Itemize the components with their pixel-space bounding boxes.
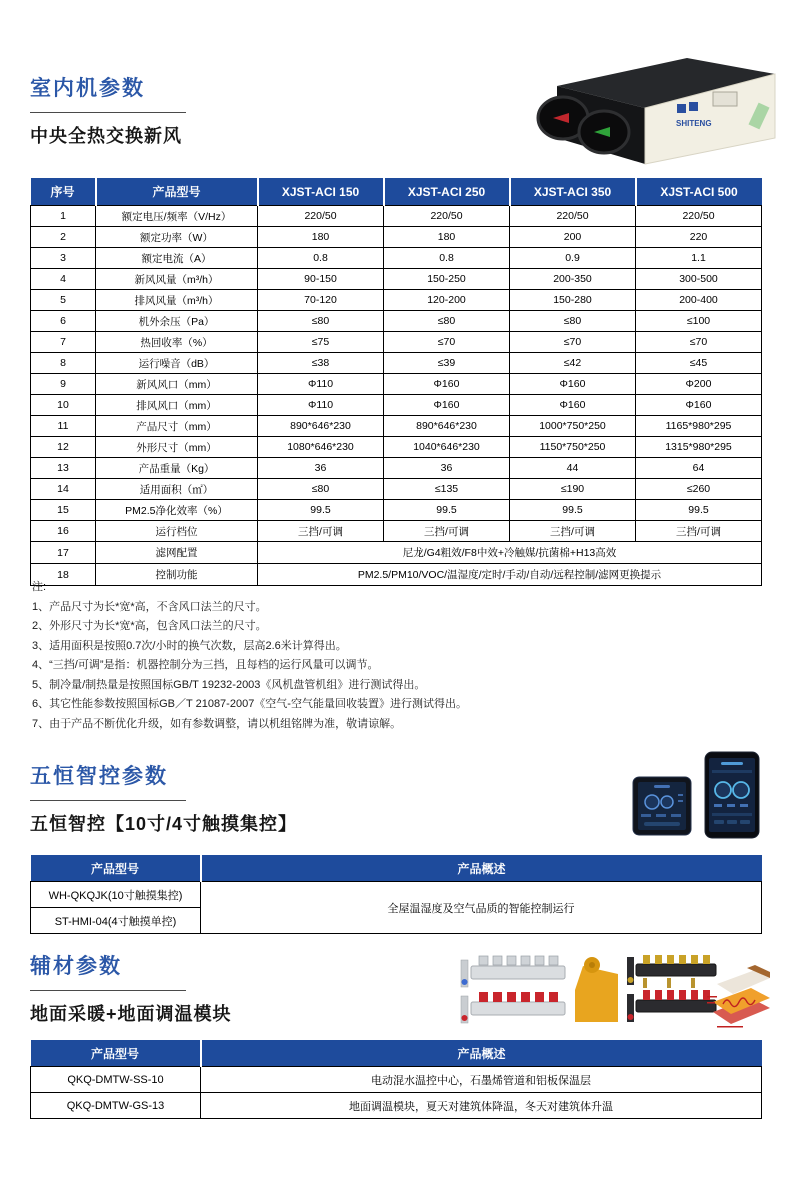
spec-value-cell: 1040*646*230 <box>384 437 510 458</box>
section2-title: 五恒智控参数 <box>30 765 168 788</box>
spec-value-cell: 180 <box>384 227 510 248</box>
steel-manifold-image <box>461 956 565 1023</box>
spec-value-cell: 150-280 <box>510 290 636 311</box>
table-row <box>31 882 762 908</box>
spec-value-cell: 200 <box>510 227 636 248</box>
table-row <box>31 227 762 248</box>
spec-value-cell: 1150*750*250 <box>510 437 636 458</box>
table-row <box>31 248 762 269</box>
spec-value-cell: 0.8 <box>384 248 510 269</box>
spec-label-cell: 外形尺寸（mm） <box>96 437 258 458</box>
table-row <box>31 542 762 564</box>
spec-value-cell: 200-350 <box>510 269 636 290</box>
column-header: 产品型号 <box>96 178 258 206</box>
row-number-cell: 5 <box>31 290 96 311</box>
row-number-cell: 16 <box>31 521 96 542</box>
spec-label-cell: 排风风量（m³/h） <box>96 290 258 311</box>
spec-label-cell: 机外余压（Pa） <box>96 311 258 332</box>
row-number-cell: 3 <box>31 248 96 269</box>
note-line: 5、制冷量/制热量是按照国标GB/T 19232-2003《风机盘管机组》进行测试得出。 <box>32 678 426 691</box>
table-row <box>31 500 762 521</box>
table-row <box>31 269 762 290</box>
model-cell: QKQ-DMTW-GS-13 <box>31 1093 201 1119</box>
hrv-logo-mark2 <box>689 102 698 111</box>
spec-value-cell: ≤80 <box>258 311 384 332</box>
table-row <box>31 479 762 500</box>
spec-value-cell: Φ110 <box>258 374 384 395</box>
column-header: 序号 <box>31 178 96 206</box>
smart-control-table <box>30 855 762 934</box>
table-row <box>31 395 762 416</box>
spec-value-cell: 220/50 <box>510 206 636 227</box>
spec-label-cell: 产品尺寸（mm） <box>96 416 258 437</box>
spec-value-cell: 36 <box>384 458 510 479</box>
model-cell: ST-HMI-04(4寸触摸单控) <box>31 908 201 934</box>
row-number-cell: 9 <box>31 374 96 395</box>
spec-label-cell: 运行档位 <box>96 521 258 542</box>
spec-value-cell: 64 <box>636 458 762 479</box>
table-row <box>31 437 762 458</box>
spec-value-cell: 70-120 <box>258 290 384 311</box>
title-underline <box>30 800 186 801</box>
table-row <box>31 1093 762 1119</box>
overview-cell: 全屋温湿度及空气品质的智能控制运行 <box>201 882 762 934</box>
spec-value-cell: 220/50 <box>384 206 510 227</box>
spec-value-cell: ≤260 <box>636 479 762 500</box>
spec-value-cell: ≤42 <box>510 353 636 374</box>
spec-value-cell: 三挡/可调 <box>258 521 384 542</box>
spec-value-cell: 99.5 <box>384 500 510 521</box>
column-header: XJST-ACI 250 <box>384 178 510 206</box>
spec-label-cell: 排风风口（mm） <box>96 395 258 416</box>
spec-value-cell: ≤39 <box>384 353 510 374</box>
spec-value-cell: 220 <box>636 227 762 248</box>
row-number-cell: 4 <box>31 269 96 290</box>
spec-value-cell: ≤135 <box>384 479 510 500</box>
spec-value-cell: 1165*980*295 <box>636 416 762 437</box>
spec-value-cell: ≤100 <box>636 311 762 332</box>
table-row <box>31 311 762 332</box>
spec-label-cell: 新风风量（m³/h） <box>96 269 258 290</box>
spec-value-cell: Φ160 <box>510 395 636 416</box>
spec-label-cell: 适用面积（㎡） <box>96 479 258 500</box>
spec-value-cell: 1000*750*250 <box>510 416 636 437</box>
spec-value-cell: ≤80 <box>510 311 636 332</box>
spec-value-cell: 99.5 <box>258 500 384 521</box>
accessory-table <box>30 1040 762 1119</box>
spec-value-cell: ≤70 <box>636 332 762 353</box>
touch-panel-10in-image <box>705 752 759 838</box>
spec-value-cell: 1.1 <box>636 248 762 269</box>
spec-label-cell: 产品重量（Kg） <box>96 458 258 479</box>
table-row <box>31 416 762 437</box>
row-number-cell: 1 <box>31 206 96 227</box>
spec-label-cell: 控制功能 <box>96 564 258 586</box>
spec-value-cell: Φ160 <box>384 395 510 416</box>
column-header: 产品概述 <box>201 1040 762 1067</box>
table-row <box>31 206 762 227</box>
overview-cell: 地面调温模块，夏天对建筑体降温，冬天对建筑体升温 <box>201 1093 762 1119</box>
table-row <box>31 353 762 374</box>
spec-value-cell: Φ110 <box>258 395 384 416</box>
spec-value-cell: 99.5 <box>510 500 636 521</box>
hrv-brand-text: SHITENG <box>676 119 712 128</box>
indoor-unit-spec-table <box>30 178 762 586</box>
spec-value-cell: 36 <box>258 458 384 479</box>
spec-value-cell: ≤190 <box>510 479 636 500</box>
spec-value-cell: ≤38 <box>258 353 384 374</box>
section1-header <box>30 72 186 148</box>
note-line: 3、适用面积是按照0.7次/小时的换气次数，层高2.6米计算得出。 <box>32 639 347 652</box>
row-number-cell: 13 <box>31 458 96 479</box>
spec-value-cell: Φ160 <box>510 374 636 395</box>
title-underline <box>30 990 186 991</box>
column-header: 产品概述 <box>201 855 762 882</box>
spec-label-cell: 额定电压/频率（V/Hz） <box>96 206 258 227</box>
spec-value-cell: 99.5 <box>636 500 762 521</box>
spec-value-cell: 44 <box>510 458 636 479</box>
note-line: 1、产品尺寸为长*宽*高，不含风口法兰的尺寸。 <box>32 600 267 613</box>
spec-value-cell: ≤80 <box>384 311 510 332</box>
spec-value-cell: 150-250 <box>384 269 510 290</box>
section1-subtitle: 中央全热交换新风 <box>30 126 182 146</box>
overview-cell: 电动混水温控中心，石墨烯管道和铝板保温层 <box>201 1067 762 1093</box>
spec-value-cell: 300-500 <box>636 269 762 290</box>
header-row <box>31 178 762 206</box>
row-number-cell: 15 <box>31 500 96 521</box>
spec-label-cell: 额定电流（A） <box>96 248 258 269</box>
spec-value-cell: 0.8 <box>258 248 384 269</box>
column-header: XJST-ACI 150 <box>258 178 384 206</box>
spec-value-cell: Φ200 <box>636 374 762 395</box>
spec-value-cell: 1315*980*295 <box>636 437 762 458</box>
section2-subtitle: 五恒智控【10寸/4寸触摸集控】 <box>30 814 298 834</box>
hrv-unit-image <box>527 52 777 168</box>
row-number-cell: 14 <box>31 479 96 500</box>
note-line: 2、外形尺寸为长*宽*高，包含风口法兰的尺寸。 <box>32 620 267 632</box>
spec-value-cell: 90-150 <box>258 269 384 290</box>
column-header: 产品型号 <box>31 1040 201 1067</box>
model-cell: QKQ-DMTW-SS-10 <box>31 1067 201 1093</box>
section2-header <box>30 760 297 836</box>
spec-merged-value-cell: 尼龙/G4粗效/F8中效+冷触媒/抗菌棉+H13高效 <box>258 542 762 564</box>
table-row <box>31 332 762 353</box>
column-header: XJST-ACI 500 <box>636 178 762 206</box>
section3-subtitle: 地面采暖+地面调温模块 <box>30 1004 232 1024</box>
row-number-cell: 8 <box>31 353 96 374</box>
note-line: 6、其它性能参数按照国标GB／T 21087-2007《空气-空气能量回收装置》进行测试得出。 <box>32 698 467 710</box>
table-row <box>31 290 762 311</box>
spec-label-cell: 运行噪音（dB） <box>96 353 258 374</box>
spec-value-cell: ≤70 <box>384 332 510 353</box>
hrv-logo-mark <box>677 104 686 113</box>
spec-label-cell: 热回收率（%） <box>96 332 258 353</box>
spec-label-cell: 新风风口（mm） <box>96 374 258 395</box>
dark-manifold-image <box>627 955 716 1022</box>
spec-value-cell: Φ160 <box>636 395 762 416</box>
title-underline <box>30 112 186 113</box>
row-number-cell: 2 <box>31 227 96 248</box>
notes-title: 注: <box>32 581 47 593</box>
header-row <box>31 855 762 882</box>
note-line: 4、“三挡/可调”是指：机器控制分为三挡，且每档的运行风量可以调节。 <box>32 659 379 671</box>
note-line: 7、由于产品不断优化升级，如有参数调整，请以机组铭牌为准，敬请谅解。 <box>32 717 402 730</box>
table-row <box>31 374 762 395</box>
spec-value-cell: 0.9 <box>510 248 636 269</box>
spec-label-cell: 滤网配置 <box>96 542 258 564</box>
spec-value-cell: 220/50 <box>636 206 762 227</box>
spec-value-cell: 890*646*230 <box>384 416 510 437</box>
table-row <box>31 1067 762 1093</box>
row-number-cell: 18 <box>31 564 96 586</box>
hrv-label-sticker <box>713 92 737 106</box>
model-cell: WH-QKQJK(10寸触摸集控) <box>31 882 201 908</box>
column-header: XJST-ACI 350 <box>510 178 636 206</box>
spec-value-cell: ≤75 <box>258 332 384 353</box>
spec-value-cell: 890*646*230 <box>258 416 384 437</box>
column-header: 产品型号 <box>31 855 201 882</box>
touch-panel-4in-image <box>633 777 691 835</box>
section1-title: 室内机参数 <box>30 77 145 100</box>
header-row <box>31 1040 762 1067</box>
row-number-cell: 12 <box>31 437 96 458</box>
spec-value-cell: 220/50 <box>258 206 384 227</box>
spec-value-cell: ≤45 <box>636 353 762 374</box>
spec-value-cell: ≤70 <box>510 332 636 353</box>
spec-value-cell: 200-400 <box>636 290 762 311</box>
spec-label-cell: 额定功率（W） <box>96 227 258 248</box>
row-number-cell: 10 <box>31 395 96 416</box>
row-number-cell: 17 <box>31 542 96 564</box>
spec-label-cell: PM2.5净化效率（%） <box>96 500 258 521</box>
table-row <box>31 521 762 542</box>
spec-value-cell: 三挡/可调 <box>636 521 762 542</box>
spec-value-cell: ≤80 <box>258 479 384 500</box>
touch-panel-images <box>628 750 768 844</box>
section3-header <box>30 950 232 1026</box>
accessory-images <box>455 952 771 1032</box>
row-number-cell: 7 <box>31 332 96 353</box>
spec-value-cell: Φ160 <box>384 374 510 395</box>
table-row <box>31 458 762 479</box>
spec-value-cell: 120-200 <box>384 290 510 311</box>
graphene-pipe-roll-image <box>575 957 618 1022</box>
spec-value-cell: 三挡/可调 <box>384 521 510 542</box>
section3-title: 辅材参数 <box>30 955 122 978</box>
spec-merged-value-cell: PM2.5/PM10/VOC/温湿度/定时/手动/自动/远程控制/滤网更换提示 <box>258 564 762 586</box>
spec-value-cell: 三挡/可调 <box>510 521 636 542</box>
row-number-cell: 11 <box>31 416 96 437</box>
notes-block <box>32 578 467 734</box>
spec-value-cell: 180 <box>258 227 384 248</box>
spec-value-cell: 1080*646*230 <box>258 437 384 458</box>
row-number-cell: 6 <box>31 311 96 332</box>
